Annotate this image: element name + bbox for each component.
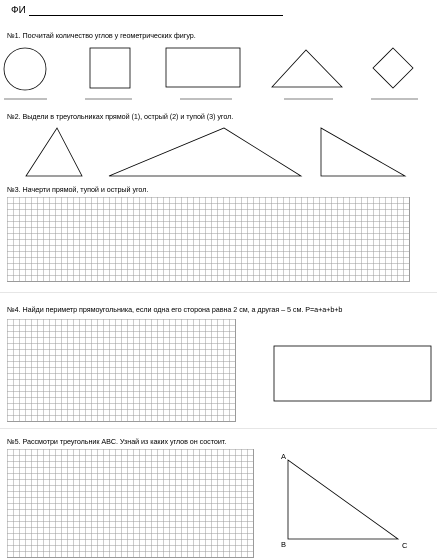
name-label: ФИ xyxy=(11,5,26,16)
vertex-label-b: B xyxy=(281,540,286,549)
triangle-abc-shape xyxy=(288,460,398,539)
task-5-text: №5. Рассмотри треугольник ABC. Узнай из каких углов он состоит. xyxy=(7,437,227,446)
task-2-text: №2. Выдели в треугольниках прямой (1), острый (2) и тупой (3) угол. xyxy=(7,112,234,121)
vertex-label-a: A xyxy=(281,452,286,461)
task-4-text: №4. Найди периметр прямоугольника, если одна его сторона равна 2 см, а другая – 5 см. P=a+a+b+b xyxy=(7,305,343,314)
vertex-label-c: C xyxy=(402,541,408,550)
task-3-text: №3. Начерти прямой, тупой и острый угол. xyxy=(7,185,149,194)
task-1-text: №1. Посчитай количество углов у геометрических фигур. xyxy=(7,31,196,40)
